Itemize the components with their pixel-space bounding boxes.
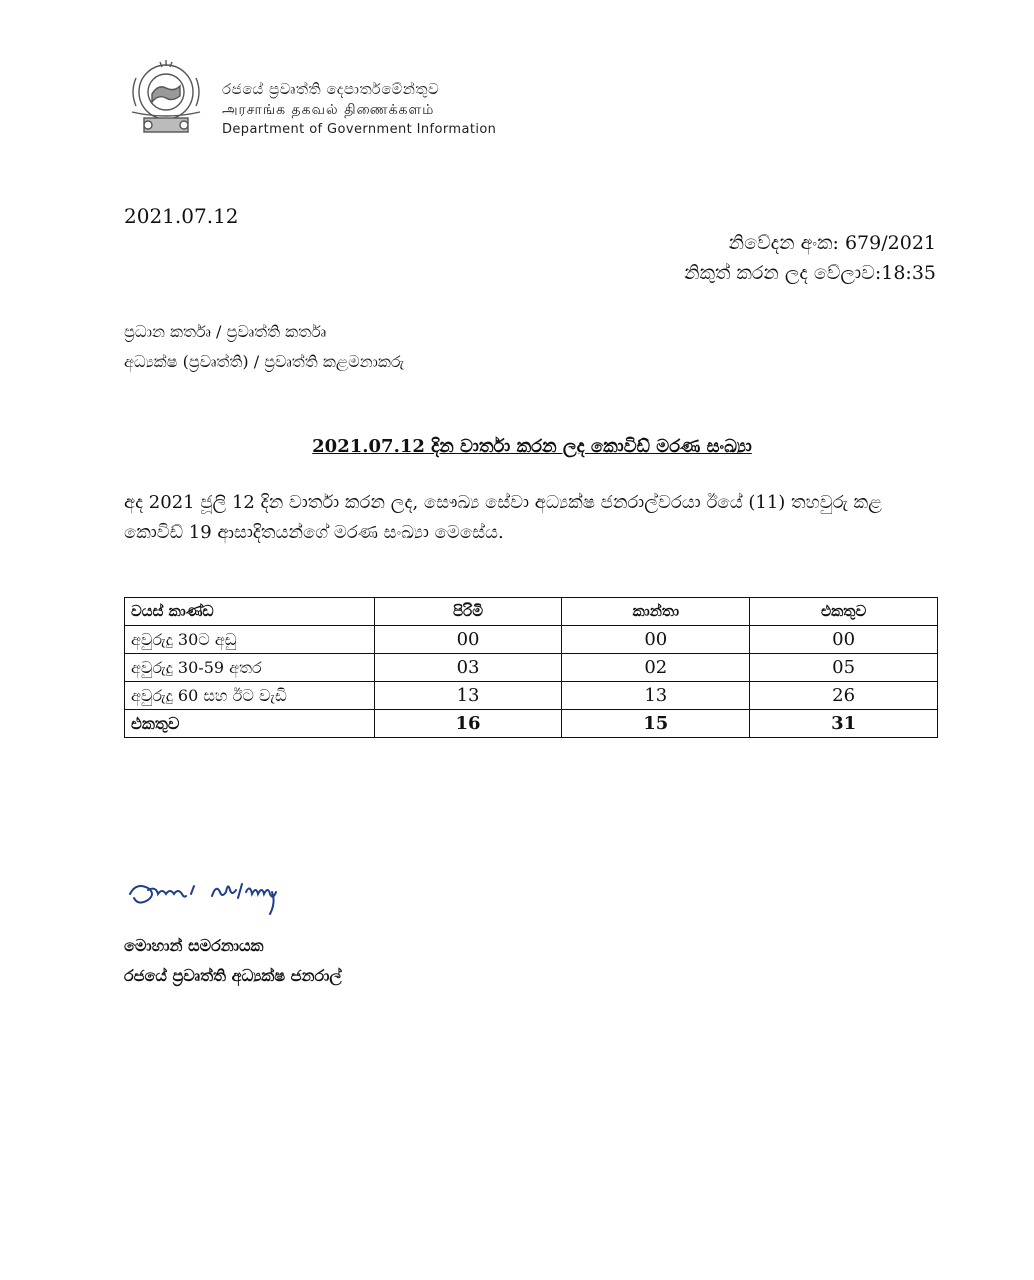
female-total-cell: 15 [562, 710, 750, 738]
addressee-line: අධ්‍යක්ෂ (ප්‍රවෘත්ති) / ප්‍රවෘත්ති කළමනාකරු [124, 352, 405, 371]
total-cell: 05 [750, 654, 938, 682]
table-header-row [125, 598, 938, 626]
release-number: නිවේදන අංක: 679/2021 [728, 232, 936, 254]
total-label-cell: එකතුව [125, 710, 375, 738]
column-header: වයස් කාණ්ඩ [125, 598, 375, 626]
male-total-cell: 16 [374, 710, 562, 738]
total-cell: 00 [750, 626, 938, 654]
age-group-cell: අවුරුදු 60 සහ ඊට වැඩි [125, 682, 375, 710]
issued-time: නිකුත් කරන ලද වේලාව:18:35 [684, 262, 936, 284]
column-header: කාන්තා [562, 598, 750, 626]
signatory-name: මොහාන් සමරනායක [124, 936, 264, 955]
grand-total-cell: 31 [750, 710, 938, 738]
deaths-table [124, 597, 938, 738]
column-header: එකතුව [750, 598, 938, 626]
column-header: පිරිමි [374, 598, 562, 626]
table-row [125, 682, 938, 710]
age-group-cell: අවුරුදු 30ට අඩු [125, 626, 375, 654]
female-cell: 00 [562, 626, 750, 654]
signature-image [122, 872, 362, 922]
sri-lanka-emblem-icon [122, 56, 210, 138]
female-cell: 13 [562, 682, 750, 710]
female-cell: 02 [562, 654, 750, 682]
total-cell: 26 [750, 682, 938, 710]
age-group-cell: අවුරුදු 30-59 අතර [125, 654, 375, 682]
male-cell: 13 [374, 682, 562, 710]
signatory-title: රජයේ ප්‍රවෘත්ති අධ්‍යක්ෂ ජනරාල් [124, 966, 342, 985]
addressee-line: ප්‍රධාන කර්තෘ / ප්‍රවෘත්ති කර්තෘ [124, 322, 327, 341]
table-row [125, 626, 938, 654]
letterhead-english: Department of Government Information [222, 122, 497, 137]
male-cell: 03 [374, 654, 562, 682]
table-row [125, 654, 938, 682]
body-paragraph: අද 2021 ජූලි 12 දින වාර්තා කරන ලද, සෞඛ්‍ය සේවා අධ්‍යක්ෂ ජනරාල්වරයා ඊයේ (11) තහවුරු කළ කොවිඩ් 19 ආසාදිතයන්ගේ මරණ සංඛ්‍යා මෙසේය. [124, 492, 882, 543]
table-total-row [125, 710, 938, 738]
document-date: 2021.07.12 [124, 204, 239, 228]
letterhead-tamil: அரசாங்க தகவல் திணைக்களம் [222, 102, 435, 118]
male-cell: 00 [374, 626, 562, 654]
document-title: 2021.07.12 දින වාර්තා කරන ලද කොවිඩ් මරණ සංඛ්‍යා [312, 436, 752, 457]
letterhead-sinhala: රජයේ ප්‍රවෘත්ති දෙපාර්තමේන්තුව [222, 80, 440, 98]
